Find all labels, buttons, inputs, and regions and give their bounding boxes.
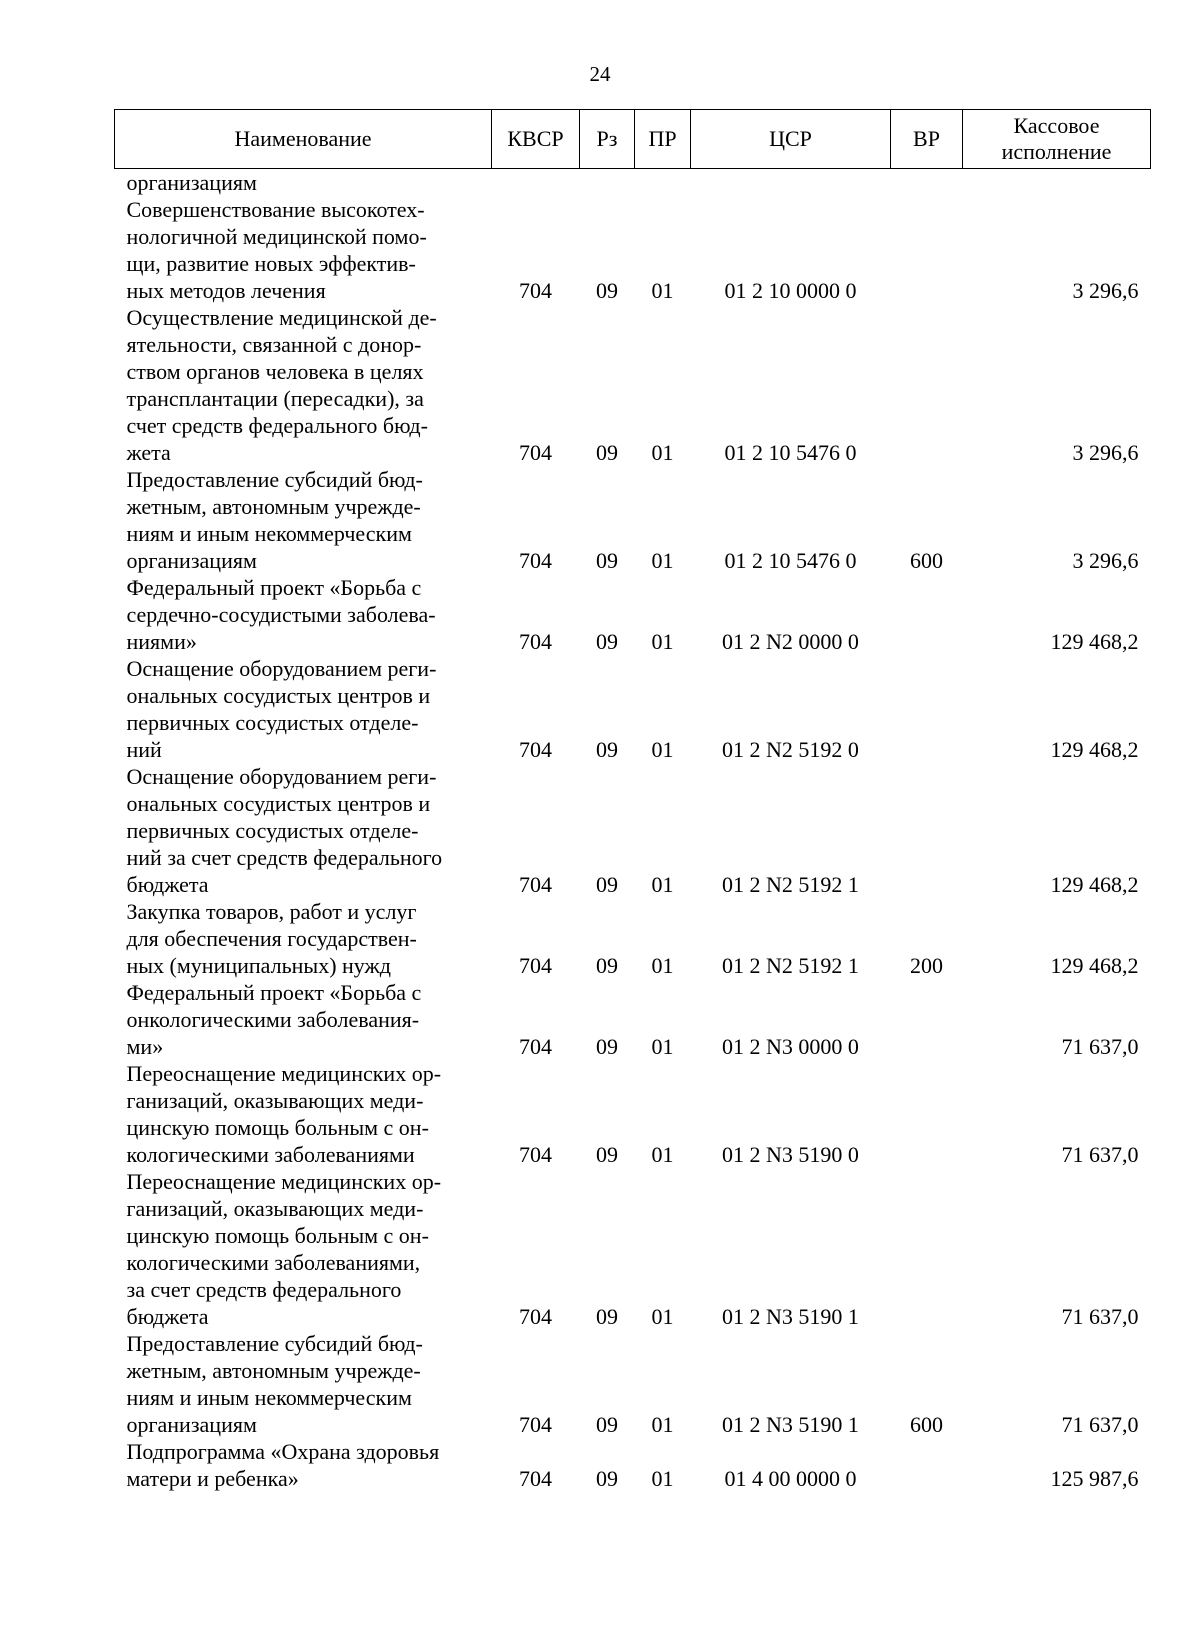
- row-pr: 01: [651, 1034, 674, 1059]
- row-pr: 01: [651, 1412, 674, 1437]
- row-name: Переоснащение медицинских ор- ганизаций, оказывающих меди- цинскую помощь больным с он- кологическими заболеваниями: [126, 1061, 442, 1167]
- row-csr: 01 2 10 0000 0: [724, 278, 857, 303]
- row-vr: [891, 979, 963, 1060]
- header-vr: ВР: [891, 110, 963, 169]
- table-row: [115, 1060, 1151, 1168]
- table-header: [115, 110, 1151, 169]
- row-csr: 01 2 N3 0000 0: [722, 1034, 859, 1059]
- table-row: [115, 763, 1151, 898]
- row-csr: 01 2 N3 5190 1: [722, 1304, 859, 1329]
- row-rz: 09: [596, 953, 618, 978]
- row-amount: 71 637,0: [1061, 1412, 1139, 1437]
- table-row: [115, 196, 1151, 304]
- row-pr: 01: [651, 872, 674, 897]
- row-vr: 600: [910, 548, 943, 573]
- row-rz: 09: [596, 1412, 618, 1437]
- row-name: Предоставление субсидий бюд- жетным, автономным учрежде- ниям и иным некоммерческим организациям: [126, 1331, 423, 1437]
- row-kvsr: 704: [519, 1304, 552, 1329]
- row-vr: 600: [910, 1412, 943, 1437]
- row-vr: [891, 169, 963, 197]
- page-number: 24: [589, 62, 611, 86]
- row-amount: 129 468,2: [1050, 953, 1139, 978]
- row-kvsr: [492, 169, 580, 197]
- row-vr: [891, 1168, 963, 1330]
- row-name: организациям: [126, 170, 257, 195]
- row-kvsr: 704: [519, 872, 552, 897]
- table-row: [115, 574, 1151, 655]
- table-body: [115, 169, 1151, 1493]
- row-csr: 01 2 N2 5192 1: [722, 872, 859, 897]
- table-row: [115, 304, 1151, 466]
- row-vr: [891, 574, 963, 655]
- row-csr: 01 4 00 0000 0: [724, 1466, 857, 1491]
- row-rz: 09: [596, 737, 618, 762]
- row-vr: [891, 1060, 963, 1168]
- row-rz: 09: [596, 1034, 618, 1059]
- row-name: Федеральный проект «Борьба с онкологическими заболевания- ми»: [126, 980, 422, 1059]
- row-name: Совершенствование высокотех- нологичной медицинской помо- щи, развитие новых эффектив- ных методов лечения: [126, 197, 427, 303]
- row-name: Подпрограмма «Охрана здоровья матери и ребенка»: [126, 1439, 440, 1491]
- row-kvsr: 704: [519, 548, 552, 573]
- table-row: [115, 655, 1151, 763]
- table-row: [115, 1330, 1151, 1438]
- row-csr: 01 2 10 5476 0: [724, 548, 857, 573]
- row-kvsr: 704: [519, 953, 552, 978]
- row-vr: [891, 196, 963, 304]
- row-name: Осуществление медицинской де- ятельности, связанной с донор- ством органов человека в целях трансплантации (пересадки), за счет средств федерального бюд- жета: [126, 305, 437, 465]
- row-name: Федеральный проект «Борьба с сердечно-сосудистыми заболева- ниями»: [126, 575, 436, 654]
- header-amount: Кассовое исполнение: [963, 110, 1151, 169]
- row-rz: 09: [596, 278, 618, 303]
- row-vr: 200: [910, 953, 943, 978]
- row-amount: [963, 169, 1151, 197]
- row-kvsr: 704: [519, 737, 552, 762]
- table-row: [115, 1168, 1151, 1330]
- table-row: [115, 979, 1151, 1060]
- row-pr: 01: [651, 548, 674, 573]
- row-amount: 129 468,2: [1050, 872, 1139, 897]
- row-amount: 71 637,0: [1061, 1034, 1139, 1059]
- row-name: Закупка товаров, работ и услуг для обеспечения государствен- ных (муниципальных) нужд: [126, 899, 417, 978]
- row-amount: 3 296,6: [1072, 440, 1139, 465]
- row-kvsr: 704: [519, 440, 552, 465]
- row-csr: [691, 169, 891, 197]
- row-csr: 01 2 10 5476 0: [724, 440, 857, 465]
- row-amount: 129 468,2: [1050, 629, 1139, 654]
- table-row: [115, 466, 1151, 574]
- header-name: Наименование: [115, 110, 492, 169]
- row-pr: 01: [651, 1142, 674, 1167]
- row-rz: 09: [596, 872, 618, 897]
- row-pr: 01: [651, 629, 674, 654]
- row-csr: 01 2 N3 5190 0: [722, 1142, 859, 1167]
- row-amount: 125 987,6: [1050, 1466, 1139, 1491]
- row-pr: 01: [651, 953, 674, 978]
- row-kvsr: 704: [519, 1034, 552, 1059]
- row-csr: 01 2 N2 5192 0: [722, 737, 859, 762]
- table-row: [115, 1438, 1151, 1492]
- row-name: Оснащение оборудованием реги- ональных сосудистых центров и первичных сосудистых отделе- ний: [126, 656, 437, 762]
- row-rz: 09: [596, 1142, 618, 1167]
- header-kvsr: КВСР: [492, 110, 580, 169]
- row-rz: 09: [596, 1466, 618, 1491]
- row-rz: 09: [596, 1304, 618, 1329]
- row-amount: 3 296,6: [1072, 548, 1139, 573]
- table-row: [115, 898, 1151, 979]
- row-vr: [891, 655, 963, 763]
- row-pr: 01: [651, 1466, 674, 1491]
- row-rz: [580, 169, 635, 197]
- row-csr: 01 2 N3 5190 1: [722, 1412, 859, 1437]
- header-rz: Рз: [580, 110, 635, 169]
- row-pr: 01: [651, 278, 674, 303]
- row-csr: 01 2 N2 0000 0: [722, 629, 859, 654]
- row-csr: 01 2 N2 5192 1: [722, 953, 859, 978]
- table-row: [115, 169, 1151, 197]
- row-rz: 09: [596, 440, 618, 465]
- row-name: Переоснащение медицинских ор- ганизаций, оказывающих меди- цинскую помощь больным с он- кологическими заболеваниями, за счет средств федерального бюджета: [126, 1169, 442, 1329]
- row-pr: 01: [651, 440, 674, 465]
- row-name: Предоставление субсидий бюд- жетным, автономным учрежде- ниям и иным некоммерческим организациям: [126, 467, 423, 573]
- row-name: Оснащение оборудованием реги- ональных сосудистых центров и первичных сосудистых отделе- ний за счет средств федерального бюджета: [126, 764, 443, 897]
- row-pr: 01: [651, 737, 674, 762]
- row-rz: 09: [596, 548, 618, 573]
- row-rz: 09: [596, 629, 618, 654]
- row-vr: [891, 763, 963, 898]
- header-pr: ПР: [635, 110, 691, 169]
- row-kvsr: 704: [519, 278, 552, 303]
- row-amount: 71 637,0: [1061, 1304, 1139, 1329]
- row-amount: 71 637,0: [1061, 1142, 1139, 1167]
- header-csr: ЦСР: [691, 110, 891, 169]
- row-kvsr: 704: [519, 1142, 552, 1167]
- row-kvsr: 704: [519, 1466, 552, 1491]
- row-kvsr: 704: [519, 1412, 552, 1437]
- row-vr: [891, 1438, 963, 1492]
- row-pr: [635, 169, 691, 197]
- row-amount: 129 468,2: [1050, 737, 1139, 762]
- row-vr: [891, 304, 963, 466]
- row-kvsr: 704: [519, 629, 552, 654]
- row-amount: 3 296,6: [1072, 278, 1139, 303]
- row-pr: 01: [651, 1304, 674, 1329]
- budget-table: [114, 109, 1151, 1492]
- header-row: [115, 110, 1151, 169]
